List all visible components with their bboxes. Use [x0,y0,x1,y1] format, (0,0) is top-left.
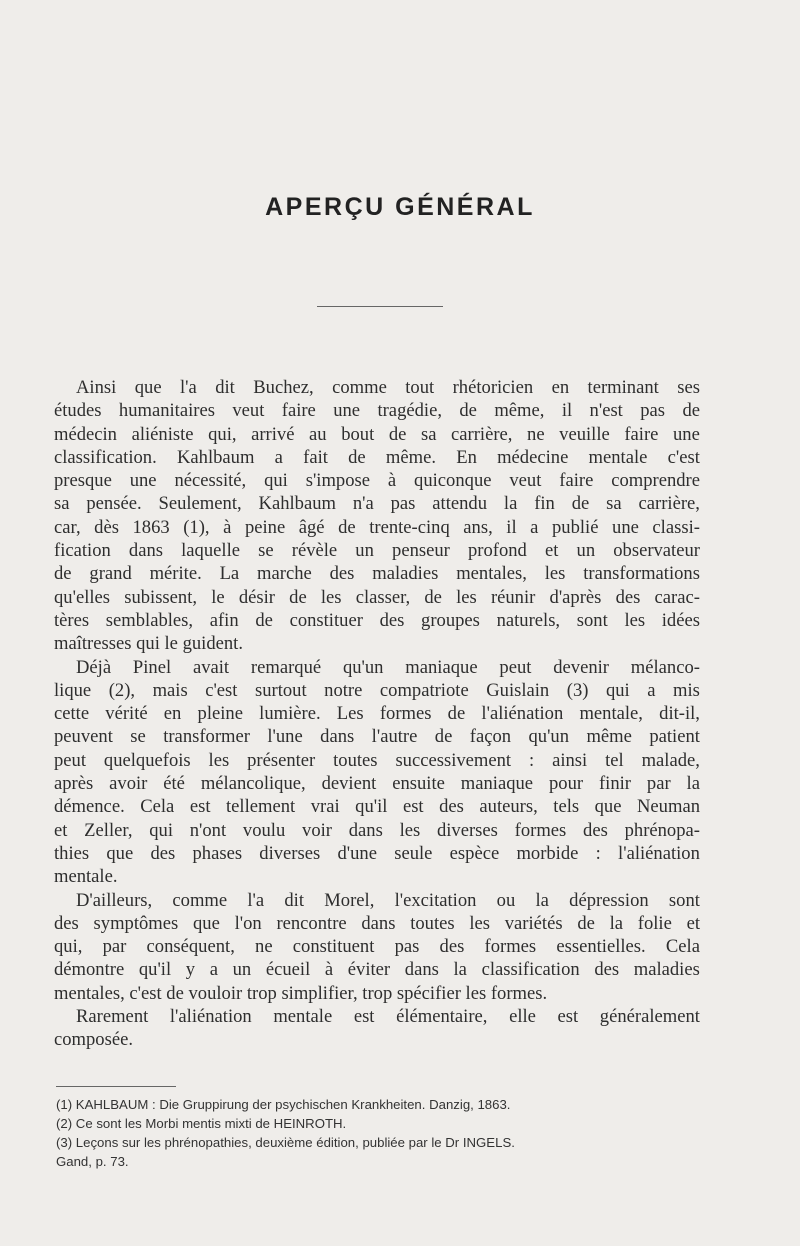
text-line: mentale. [54,866,118,888]
text-line: études humanitaires veut faire une tragédie, de même, il n'est pas de [54,400,700,422]
text-line: thies que des phases diverses d'une seule espèce morbide : l'aliénation [54,842,700,864]
text-line: sa pensée. Seulement, Kahlbaum n'a pas attendu la fin de sa carrière, [54,493,700,515]
footnote-marker: (3) [56,1135,73,1150]
text-line: des symptômes que l'on rencontre dans toutes les variétés de la folie et [54,912,700,934]
text-line: cette vérité en pleine lumière. Les formes de l'aliénation mentale, dit-il, [54,703,700,725]
text-line: et Zeller, qui n'ont voulu voir dans les diverses formes des phrénopa- [54,819,700,841]
page-title: APERÇU GÉNÉRAL [265,193,535,221]
text-line: démence. Cela est tellement vrai qu'il est des auteurs, tels que Neuman [54,796,700,818]
footnote [56,1152,716,1171]
text-line: tères semblables, afin de constituer des groupes naturels, sont les idées [54,609,700,631]
footnote [56,1095,716,1114]
main-text [54,376,700,1052]
text-line: Ainsi que l'a dit Buchez, comme tout rhétoricien en terminant ses [76,377,700,398]
text-line: peuvent se transformer l'une dans l'autre de façon qu'un même patient [54,726,700,748]
footnote-marker: (1) [56,1097,73,1112]
footnotes [56,1095,716,1171]
footnote-text: KAHLBAUM : Die Gruppirung der psychischen Krankheiten. Danzig, 1863. [75,1097,511,1112]
text-line: après avoir été mélancolique, devient ensuite maniaque pour finir par la [54,773,700,795]
text-line: D'ailleurs, comme l'a dit Morel, l'excitation ou la dépression sont [76,889,700,911]
text-line: composée. [54,1029,133,1051]
text-line: fication dans laquelle se révèle un penseur profond et un observateur [54,540,700,562]
text-line: maîtresses qui le guident. [54,633,243,655]
paragraph [54,656,700,889]
footnote-divider [56,1086,176,1087]
text-line: car, dès 1863 (1), à peine âgé de trente-cinq ans, il a publié une classi- [54,516,700,538]
title-divider [317,306,443,307]
paragraph [54,889,700,1005]
paragraph [54,1005,700,1052]
text-line: Déjà Pinel avait remarqué qu'un maniaque peut devenir mélanco- [76,656,700,678]
footnote-text: Gand, p. 73. [56,1154,129,1169]
paragraph [54,376,700,656]
text-line: qui, par conséquent, ne constituent pas des formes essentielles. Cela [54,936,700,958]
text-line: Rarement l'aliénation mentale est élémentaire, elle est généralement [76,1006,700,1028]
text-line: qu'elles subissent, le désir de les classer, de les réunir d'après des carac- [54,586,700,608]
text-line: peut quelquefois les présenter toutes successivement : ainsi tel malade, [54,749,700,771]
text-line: presque une nécessité, qui s'impose à quiconque veut faire comprendre [54,470,700,492]
footnote-marker: (2) [56,1116,73,1131]
footnote [56,1133,716,1152]
text-line: démontre qu'il y a un écueil à éviter dans la classification des maladies [54,959,700,981]
footnote-text: Leçons sur les phrénopathies, deuxième édition, publiée par le Dr INGELS. [75,1135,515,1150]
text-line: classification. Kahlbaum a fait de même. En médecine mentale c'est [54,446,700,468]
text-line: médecin aliéniste qui, arrivé au bout de sa carrière, ne veuille faire une [54,423,700,445]
text-line: mentales, c'est de vouloir trop simplifier, trop spécifier les formes. [54,982,548,1004]
text-line: de grand mérite. La marche des maladies mentales, les transformations [54,563,700,585]
footnote [56,1114,716,1133]
footnote-text: Ce sont les Morbi mentis mixti de HEINROTH. [75,1116,347,1131]
text-line: lique (2), mais c'est surtout notre compatriote Guislain (3) qui a mis [54,679,700,701]
